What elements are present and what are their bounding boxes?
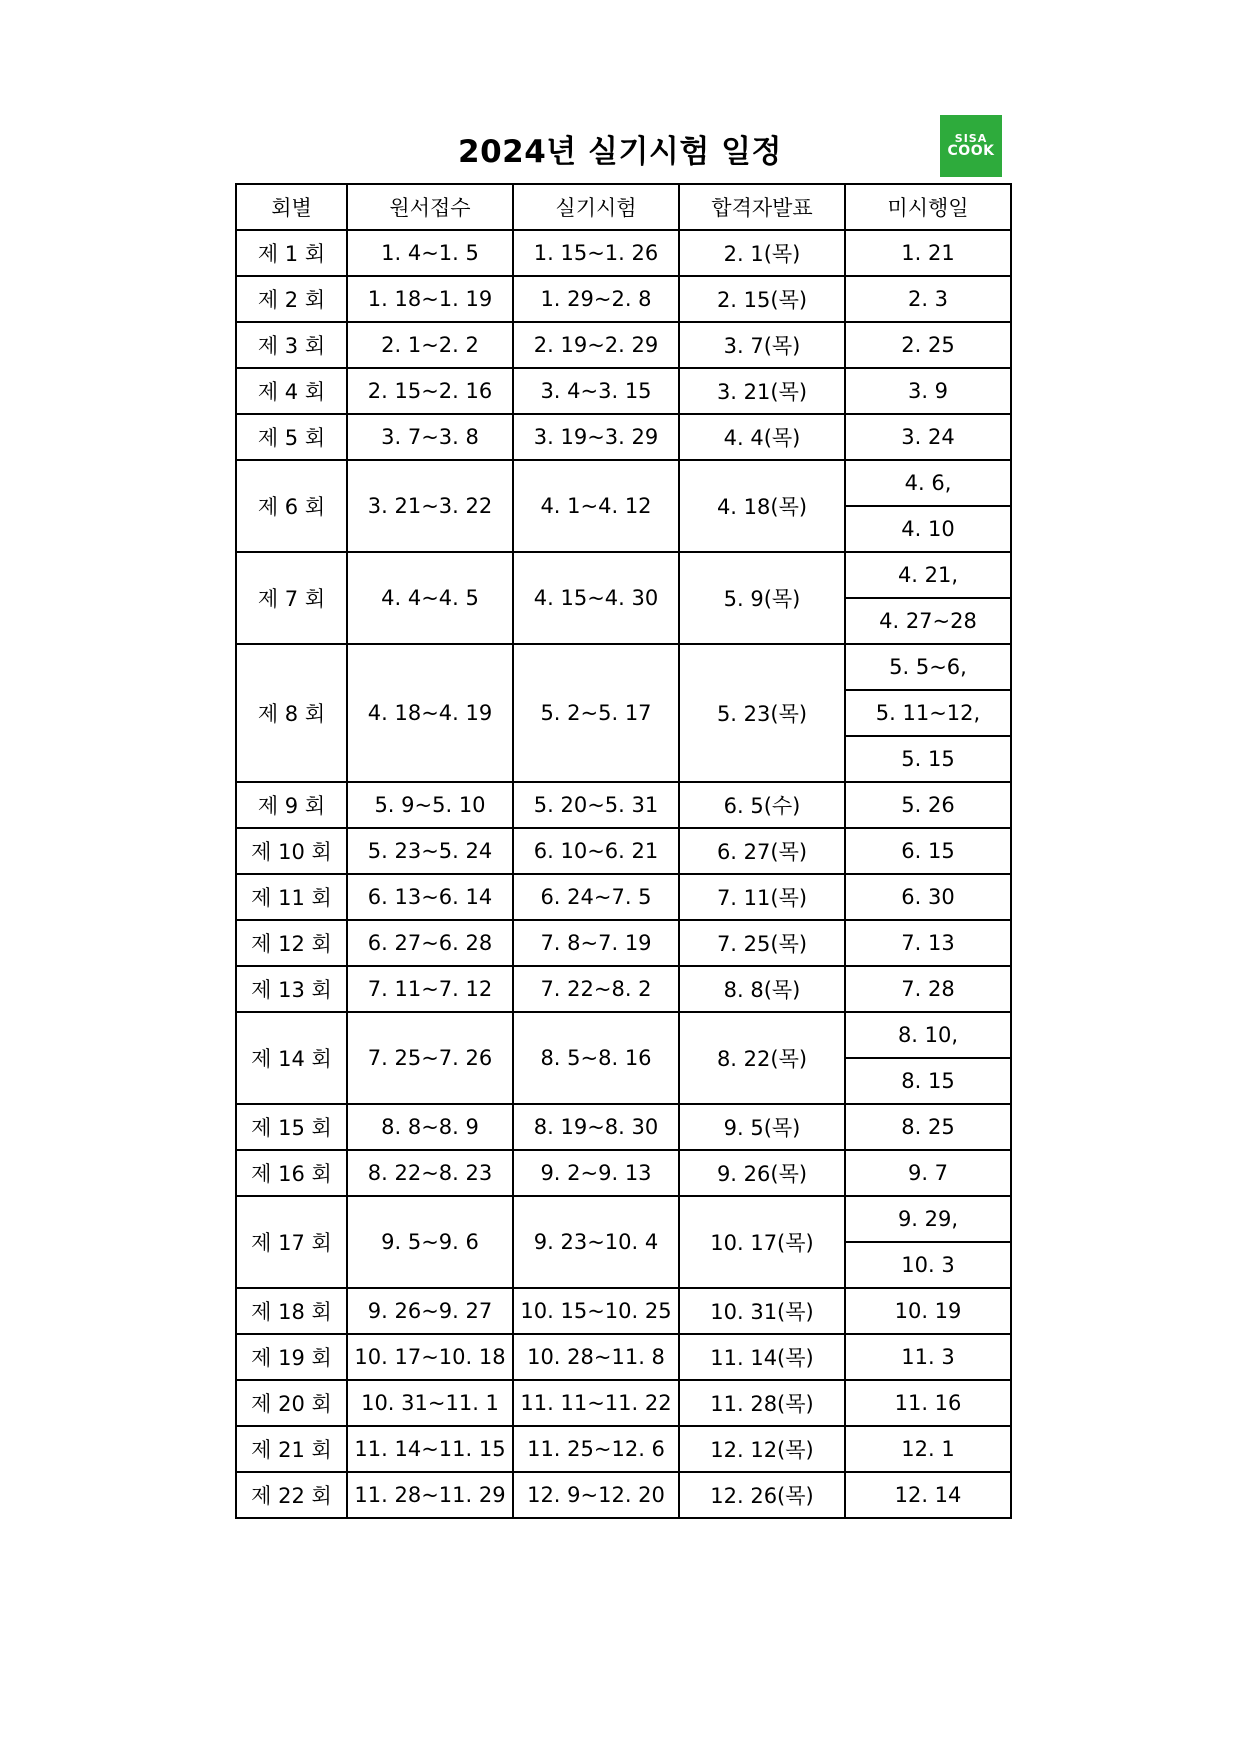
cell-result: 3. 21(목): [679, 368, 845, 414]
cell-no-exam: 6. 15: [845, 828, 1011, 874]
table-row: [236, 1334, 1011, 1380]
cell-no-exam: 6. 30: [845, 874, 1011, 920]
cell-no-exam: 2. 3: [845, 276, 1011, 322]
cell-exam: 10. 15~10. 25: [513, 1288, 679, 1334]
cell-exam: 4. 1~4. 12: [513, 460, 679, 552]
table-row: [236, 322, 1011, 368]
cell-round: 제 8 회: [236, 644, 347, 782]
cell-exam: 6. 24~7. 5: [513, 874, 679, 920]
cell-no-exam: 5. 11~12,: [845, 690, 1011, 736]
cell-application: 6. 27~6. 28: [347, 920, 513, 966]
cell-result: 12. 12(목): [679, 1426, 845, 1472]
cell-no-exam: 9. 29,: [845, 1196, 1011, 1242]
cell-no-exam: 4. 10: [845, 506, 1011, 552]
table-row: [236, 460, 1011, 506]
cell-result: 4. 18(목): [679, 460, 845, 552]
cell-application: 5. 23~5. 24: [347, 828, 513, 874]
table-row: [236, 1150, 1011, 1196]
cell-result: 10. 31(목): [679, 1288, 845, 1334]
cell-no-exam: 8. 25: [845, 1104, 1011, 1150]
cell-exam: 3. 19~3. 29: [513, 414, 679, 460]
cell-exam: 7. 8~7. 19: [513, 920, 679, 966]
cell-exam: 10. 28~11. 8: [513, 1334, 679, 1380]
cell-application: 8. 8~8. 9: [347, 1104, 513, 1150]
cell-round: 제 3 회: [236, 322, 347, 368]
cell-result: 2. 15(목): [679, 276, 845, 322]
cell-exam: 5. 2~5. 17: [513, 644, 679, 782]
cell-round: 제 1 회: [236, 230, 347, 276]
cell-exam: 5. 20~5. 31: [513, 782, 679, 828]
table-row: [236, 644, 1011, 690]
cell-round: 제 2 회: [236, 276, 347, 322]
cell-no-exam: 9. 7: [845, 1150, 1011, 1196]
table-row: [236, 1104, 1011, 1150]
table-row: [236, 828, 1011, 874]
cell-application: 5. 9~5. 10: [347, 782, 513, 828]
cell-result: 3. 7(목): [679, 322, 845, 368]
cell-application: 8. 22~8. 23: [347, 1150, 513, 1196]
cell-exam: 8. 5~8. 16: [513, 1012, 679, 1104]
cell-application: 3. 21~3. 22: [347, 460, 513, 552]
cell-no-exam: 5. 5~6,: [845, 644, 1011, 690]
cell-application: 9. 26~9. 27: [347, 1288, 513, 1334]
table-row: [236, 1426, 1011, 1472]
cell-exam: 6. 10~6. 21: [513, 828, 679, 874]
cell-round: 제 21 회: [236, 1426, 347, 1472]
cell-application: 11. 14~11. 15: [347, 1426, 513, 1472]
table-row: [236, 1380, 1011, 1426]
header-result: 합격자발표: [679, 184, 845, 230]
table-row: [236, 552, 1011, 598]
cell-round: 제 15 회: [236, 1104, 347, 1150]
cell-application: 6. 13~6. 14: [347, 874, 513, 920]
cell-round: 제 18 회: [236, 1288, 347, 1334]
cell-round: 제 12 회: [236, 920, 347, 966]
cell-result: 6. 5(수): [679, 782, 845, 828]
cell-application: 7. 25~7. 26: [347, 1012, 513, 1104]
cell-round: 제 13 회: [236, 966, 347, 1012]
cell-exam: 9. 23~10. 4: [513, 1196, 679, 1288]
table-row: [236, 874, 1011, 920]
cell-result: 12. 26(목): [679, 1472, 845, 1518]
cell-no-exam: 4. 21,: [845, 552, 1011, 598]
exam-schedule-table: [235, 183, 1012, 1519]
cell-exam: 2. 19~2. 29: [513, 322, 679, 368]
cell-no-exam: 8. 15: [845, 1058, 1011, 1104]
cell-exam: 12. 9~12. 20: [513, 1472, 679, 1518]
table-row: [236, 1288, 1011, 1334]
table-row: [236, 782, 1011, 828]
cell-round: 제 10 회: [236, 828, 347, 874]
cell-no-exam: 11. 16: [845, 1380, 1011, 1426]
cell-no-exam: 12. 1: [845, 1426, 1011, 1472]
cell-no-exam: 3. 24: [845, 414, 1011, 460]
table-row: [236, 368, 1011, 414]
cell-application: 11. 28~11. 29: [347, 1472, 513, 1518]
logo-line-1: SISA: [954, 132, 988, 145]
cell-application: 7. 11~7. 12: [347, 966, 513, 1012]
cell-no-exam: 8. 10,: [845, 1012, 1011, 1058]
cell-no-exam: 10. 3: [845, 1242, 1011, 1288]
cell-round: 제 22 회: [236, 1472, 347, 1518]
cell-result: 11. 14(목): [679, 1334, 845, 1380]
table-row: [236, 276, 1011, 322]
table-row: [236, 230, 1011, 276]
cell-result: 7. 11(목): [679, 874, 845, 920]
cell-exam: 3. 4~3. 15: [513, 368, 679, 414]
header-exam: 실기시험: [513, 184, 679, 230]
cell-result: 8. 22(목): [679, 1012, 845, 1104]
cell-exam: 1. 29~2. 8: [513, 276, 679, 322]
cell-round: 제 20 회: [236, 1380, 347, 1426]
cell-no-exam: 5. 15: [845, 736, 1011, 782]
table-body: [236, 230, 1011, 1518]
table-row: [236, 966, 1011, 1012]
cell-no-exam: 4. 6,: [845, 460, 1011, 506]
cell-result: 2. 1(목): [679, 230, 845, 276]
cell-application: 2. 1~2. 2: [347, 322, 513, 368]
page-title: 2024년 실기시험 일정: [458, 134, 782, 170]
cell-application: 2. 15~2. 16: [347, 368, 513, 414]
table-row: [236, 1472, 1011, 1518]
cell-round: 제 14 회: [236, 1012, 347, 1104]
cell-application: 10. 17~10. 18: [347, 1334, 513, 1380]
cell-exam: 1. 15~1. 26: [513, 230, 679, 276]
table-header-row: [236, 184, 1011, 230]
cell-no-exam: 4. 27~28: [845, 598, 1011, 644]
cell-no-exam: 7. 28: [845, 966, 1011, 1012]
cell-application: 3. 7~3. 8: [347, 414, 513, 460]
table-row: [236, 920, 1011, 966]
cell-result: 5. 9(목): [679, 552, 845, 644]
cell-exam: 9. 2~9. 13: [513, 1150, 679, 1196]
cell-exam: 11. 25~12. 6: [513, 1426, 679, 1472]
cell-no-exam: 3. 9: [845, 368, 1011, 414]
cell-result: 7. 25(목): [679, 920, 845, 966]
cell-result: 11. 28(목): [679, 1380, 845, 1426]
cell-no-exam: 5. 26: [845, 782, 1011, 828]
cell-result: 5. 23(목): [679, 644, 845, 782]
cell-result: 6. 27(목): [679, 828, 845, 874]
cell-exam: 4. 15~4. 30: [513, 552, 679, 644]
cell-round: 제 9 회: [236, 782, 347, 828]
cell-exam: 7. 22~8. 2: [513, 966, 679, 1012]
cell-result: 8. 8(목): [679, 966, 845, 1012]
cell-result: 10. 17(목): [679, 1196, 845, 1288]
cell-round: 제 11 회: [236, 874, 347, 920]
cell-round: 제 17 회: [236, 1196, 347, 1288]
cell-round: 제 19 회: [236, 1334, 347, 1380]
cell-application: 1. 4~1. 5: [347, 230, 513, 276]
cell-no-exam: 12. 14: [845, 1472, 1011, 1518]
header-round: 회별: [236, 184, 347, 230]
cell-exam: 11. 11~11. 22: [513, 1380, 679, 1426]
cell-round: 제 5 회: [236, 414, 347, 460]
cell-result: 9. 26(목): [679, 1150, 845, 1196]
table-row: [236, 1012, 1011, 1058]
cell-no-exam: 7. 13: [845, 920, 1011, 966]
logo-line-2: COOK: [947, 143, 995, 159]
cell-application: 1. 18~1. 19: [347, 276, 513, 322]
cell-exam: 8. 19~8. 30: [513, 1104, 679, 1150]
sisacook-logo: [940, 115, 1002, 177]
cell-application: 4. 18~4. 19: [347, 644, 513, 782]
cell-round: 제 16 회: [236, 1150, 347, 1196]
cell-no-exam: 1. 21: [845, 230, 1011, 276]
cell-application: 4. 4~4. 5: [347, 552, 513, 644]
cell-result: 9. 5(목): [679, 1104, 845, 1150]
cell-round: 제 7 회: [236, 552, 347, 644]
header-no-exam: 미시행일: [845, 184, 1011, 230]
cell-application: 9. 5~9. 6: [347, 1196, 513, 1288]
table-row: [236, 1196, 1011, 1242]
cell-result: 4. 4(목): [679, 414, 845, 460]
cell-application: 10. 31~11. 1: [347, 1380, 513, 1426]
cell-round: 제 6 회: [236, 460, 347, 552]
cell-no-exam: 10. 19: [845, 1288, 1011, 1334]
table-row: [236, 414, 1011, 460]
cell-no-exam: 2. 25: [845, 322, 1011, 368]
cell-round: 제 4 회: [236, 368, 347, 414]
header-application: 원서접수: [347, 184, 513, 230]
cell-no-exam: 11. 3: [845, 1334, 1011, 1380]
